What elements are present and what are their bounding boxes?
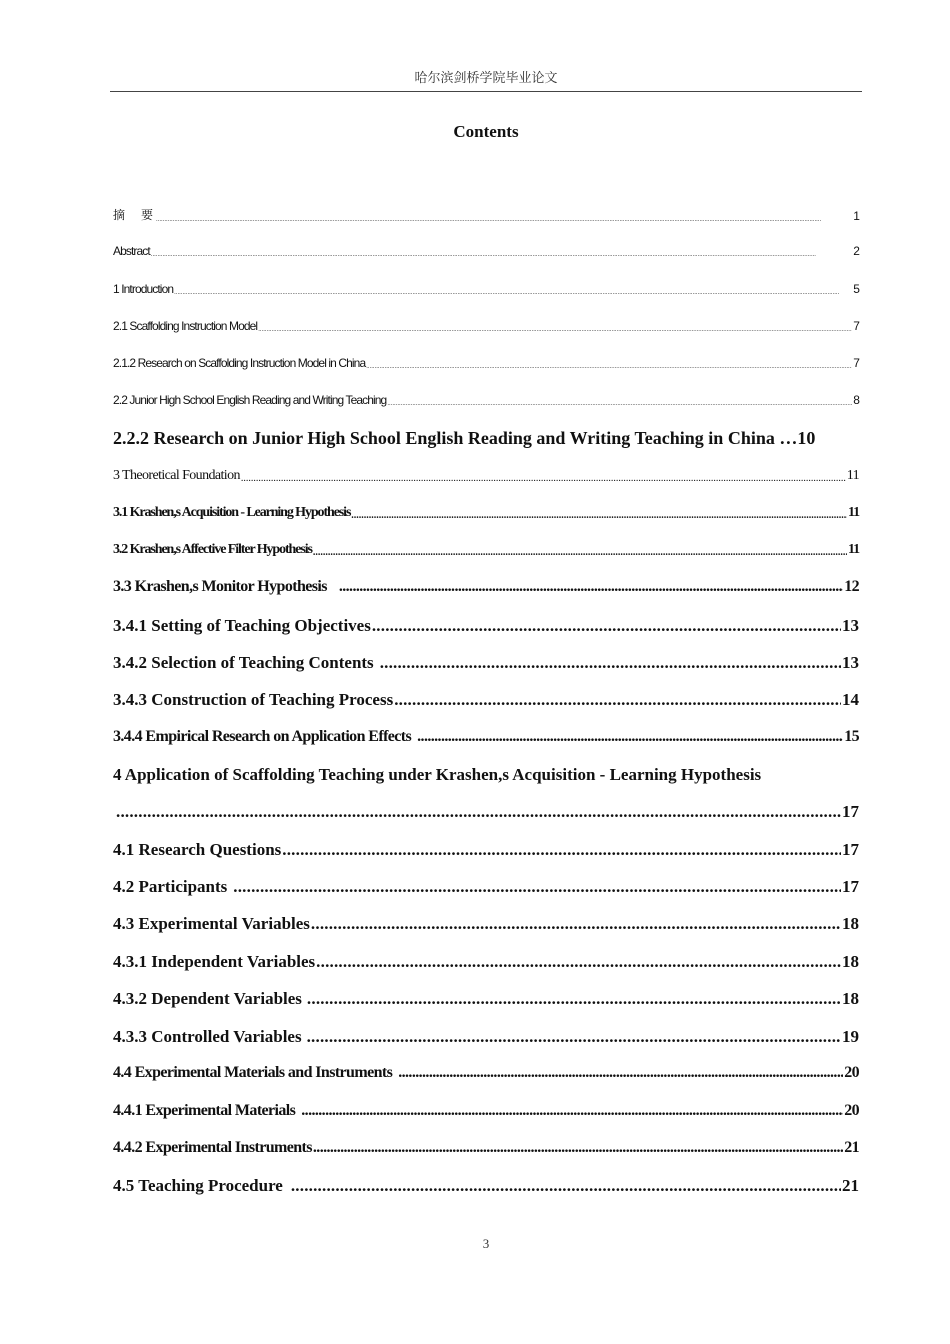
toc-leader <box>398 1064 843 1082</box>
toc-leader <box>282 840 841 860</box>
toc-entry-abstract[interactable] <box>113 244 859 258</box>
toc-entry-abstract-cn[interactable] <box>113 206 859 223</box>
toc-entry-label: 3.2 Krashen,s Affective Filter Hypothesis <box>113 542 312 557</box>
toc-entry-page: 18 <box>842 989 859 1008</box>
toc-entry-label: 3.1 Krashen,s Acquisition - Learning Hypothesis <box>113 505 351 520</box>
toc-entry-page: 21 <box>842 1176 859 1195</box>
toc-entry-3-4-4[interactable] <box>113 728 859 746</box>
toc-entry-page: 18 <box>842 952 859 971</box>
toc-entry-label: 3.4.4 Empirical Research on Application Effects <box>113 728 412 745</box>
toc-entry-label: 4.3 Experimental Variables <box>113 914 310 933</box>
toc-leader <box>313 547 847 558</box>
toc-entry-page: 17 <box>842 877 859 896</box>
toc-entry-label: 4.4 Experimental Materials and Instruments <box>113 1064 393 1081</box>
toc-entry-page: 8 <box>853 393 859 407</box>
toc-leader <box>116 802 841 822</box>
toc-entry-3-3[interactable] <box>113 578 859 596</box>
toc-entry-label: 4.4.1 Experimental Materials <box>113 1102 296 1119</box>
toc-entry-3-4-2[interactable] <box>113 653 859 673</box>
toc-entry-label: 4.4.2 Experimental Instruments <box>113 1139 312 1156</box>
toc-entry-page: 17 <box>842 840 859 859</box>
toc-entry-page: 11 <box>847 505 859 520</box>
toc-entry-4-continuation[interactable] <box>113 802 859 822</box>
toc-leader <box>307 1027 841 1047</box>
toc-leader <box>417 728 843 746</box>
toc-entry-page: 20 <box>844 1064 859 1081</box>
toc-entry-4-3-1[interactable] <box>113 952 859 972</box>
toc-entry-label: 4.3.2 Dependent Variables <box>113 989 302 1008</box>
toc-entry-2-1-2[interactable] <box>113 356 859 370</box>
running-header: 哈尔滨剑桥学院毕业论文 <box>414 70 558 85</box>
toc-entry-label: 3 Theoretical Foundation <box>113 468 240 483</box>
toc-entry-4-4[interactable] <box>113 1064 859 1082</box>
toc-entry-page: 15 <box>844 728 859 745</box>
toc-entry-2-2-2[interactable] <box>113 428 859 449</box>
toc-entry-page: 10 <box>797 428 816 448</box>
toc-leader <box>380 653 841 673</box>
toc-entry-2-1[interactable] <box>113 319 859 333</box>
toc-entry-4-3-2[interactable] <box>113 989 859 1009</box>
toc-leader <box>387 401 852 407</box>
toc-leader <box>372 616 841 636</box>
toc-leader <box>311 914 841 934</box>
toc-entry-label: 4.3.3 Controlled Variables <box>113 1027 302 1046</box>
toc-entry-label: 2.2.2 Research on Junior High School English Reading and Writing Teaching in China … <box>113 428 798 448</box>
toc-entry-2-2[interactable] <box>113 393 859 407</box>
toc-entry-3[interactable] <box>113 468 859 484</box>
toc-entry-page: 7 <box>853 356 859 370</box>
toc-entry-page: 17 <box>842 802 859 821</box>
toc-entry-page: 13 <box>842 616 859 635</box>
toc-entry-page: 19 <box>842 1027 859 1046</box>
toc-entry-page: 20 <box>844 1102 859 1119</box>
toc-leader <box>241 473 846 484</box>
page-title: Contents <box>453 122 519 141</box>
toc-leader <box>233 877 841 897</box>
toc-entry-page: 5 <box>853 282 859 296</box>
toc-leader <box>151 252 852 258</box>
toc-entry-introduction[interactable] <box>113 282 859 296</box>
toc-entry-page: 21 <box>844 1139 859 1156</box>
toc-entry-page: 11 <box>847 542 859 557</box>
toc-leader <box>394 690 841 710</box>
toc-entry-page: 11 <box>846 468 859 483</box>
toc-entry-4-2[interactable] <box>113 877 859 897</box>
toc-leader <box>307 989 841 1009</box>
toc-entry-label: 3.3 Krashen,s Monitor Hypothesis <box>113 578 327 595</box>
toc-entry-3-4-1[interactable] <box>113 616 859 636</box>
toc-entry-label: 2.2 Junior High School English Reading and Writing Teaching <box>113 393 387 407</box>
toc-entry-label: 4.1 Research Questions <box>113 840 282 859</box>
toc-leader <box>301 1102 843 1120</box>
header-rule <box>110 91 862 92</box>
toc-entry-label: 3.4.3 Construction of Teaching Process <box>113 690 394 709</box>
toc-entry-label: 4.5 Teaching Procedure <box>113 1176 283 1195</box>
toc-leader <box>174 290 852 296</box>
toc-entry-label: 3.4.1 Setting of Teaching Objectives <box>113 616 371 635</box>
toc-entry-page: 7 <box>853 319 859 333</box>
toc-entry-4-4-1[interactable] <box>113 1102 859 1120</box>
toc-entry-label: 2.1.2 Research on Scaffolding Instruction Model in China <box>113 356 366 370</box>
toc-leader <box>156 217 852 223</box>
toc-leader <box>316 952 841 972</box>
toc-entry-page: 2 <box>853 244 859 258</box>
toc-entry-3-1[interactable] <box>113 505 859 521</box>
toc-entry-label: 3.4.2 Selection of Teaching Contents <box>113 653 374 672</box>
toc-entry-4[interactable] <box>113 765 859 785</box>
toc-entry-page: 1 <box>853 209 859 223</box>
toc-leader <box>366 364 852 370</box>
toc-entry-page: 14 <box>842 690 859 709</box>
toc-entry-4-1[interactable] <box>113 840 859 860</box>
toc-leader <box>291 1176 841 1196</box>
toc-entry-page: 18 <box>842 914 859 933</box>
toc-entry-page: 12 <box>844 578 859 595</box>
toc-entry-label: 1 Introduction <box>113 282 174 296</box>
toc-entry-label: 4.3.1 Independent Variables <box>113 952 316 971</box>
toc-entry-3-4-3[interactable] <box>113 690 859 710</box>
toc-entry-label: 4 Application of Scaffolding Teaching under Krashen,s Acquisition - Learning Hypothesis <box>113 765 762 784</box>
toc-leader <box>313 1139 843 1157</box>
toc-leader <box>339 578 843 596</box>
toc-leader <box>258 327 852 333</box>
toc-entry-label: 摘 要 <box>113 208 156 222</box>
toc-leader <box>351 510 847 521</box>
toc-entry-4-3[interactable] <box>113 914 859 934</box>
toc-entry-label: 4.2 Participants <box>113 877 228 896</box>
toc-entry-label: 2.1 Scaffolding Instruction Model <box>113 319 258 333</box>
toc-entry-label: Abstract <box>113 244 150 258</box>
toc-entry-4-5[interactable] <box>113 1176 859 1196</box>
toc-entry-4-3-3[interactable] <box>113 1027 859 1047</box>
toc-entry-3-2[interactable] <box>113 542 859 558</box>
toc-entry-page: 13 <box>842 653 859 672</box>
toc-entry-4-4-2[interactable] <box>113 1139 859 1157</box>
page-number: 3 <box>482 1236 490 1251</box>
